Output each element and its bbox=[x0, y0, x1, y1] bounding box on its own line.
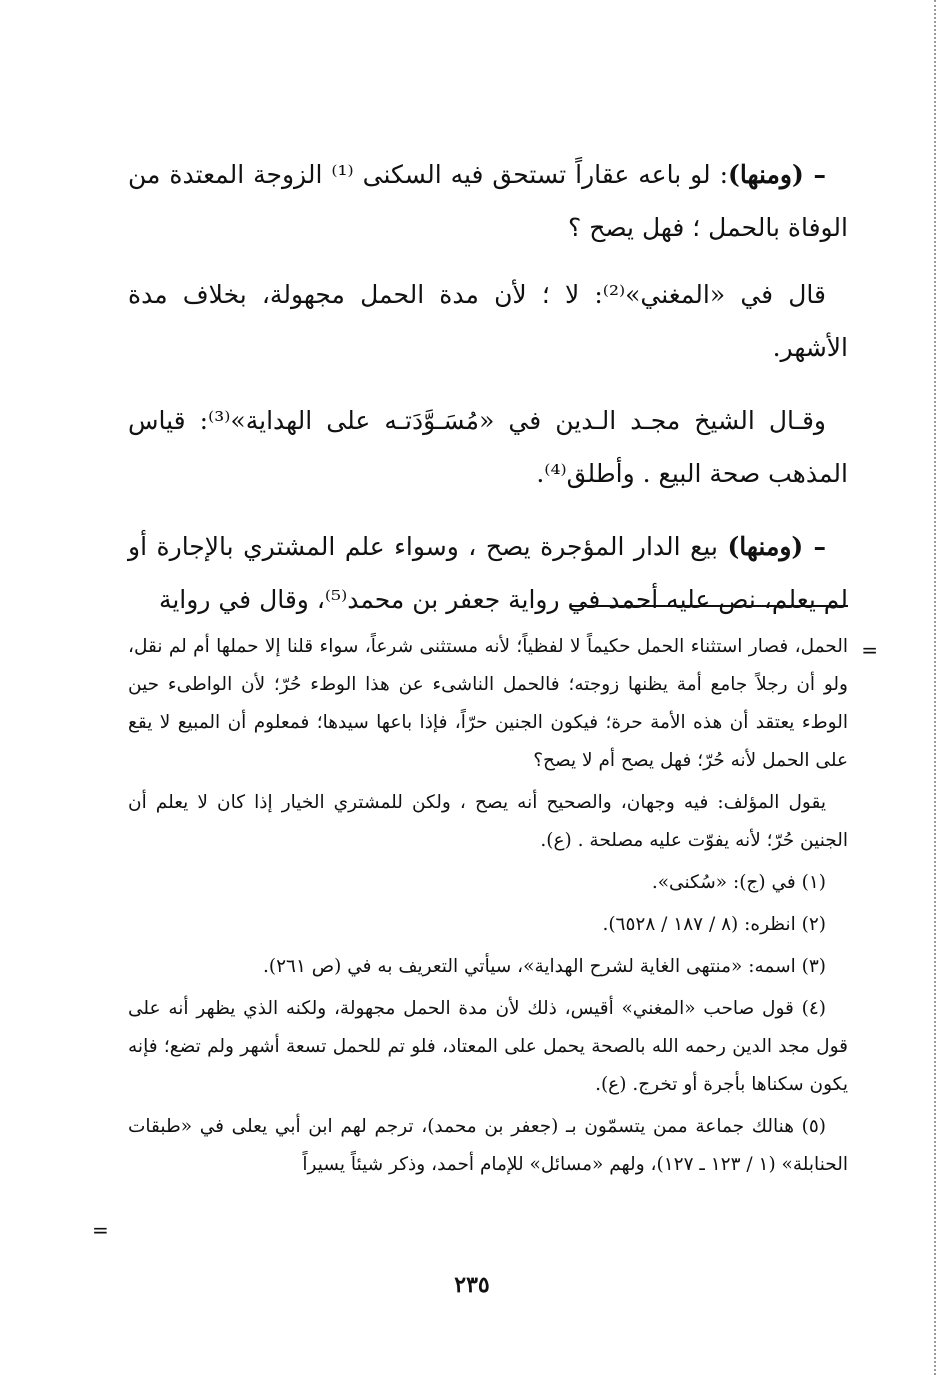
paragraph-3: وقـال الشيخ مجـد الـدين في «مُسَـوَّدَتـه على الهداية»⁽³⁾: قياس المذهب صحة البيع . وأطلق⁽⁴⁾. bbox=[128, 406, 848, 488]
page-number: ٢٣٥ bbox=[454, 1272, 490, 1298]
paragraph-1-lead: – (ومنها) bbox=[728, 160, 827, 189]
footnote-1: (١) في (ج): «سُكنى». bbox=[651, 872, 826, 893]
paragraph-4-lead: – (ومنها) bbox=[727, 532, 827, 561]
footnote-3: (٣) اسمه: «منتهى الغاية لشرح الهداية»، سيأتي التعريف به في (ص ٢٦١). bbox=[262, 956, 826, 977]
footnotes bbox=[128, 628, 848, 1184]
footnote-divider bbox=[570, 605, 848, 607]
paragraph-4-body: بيع الدار المؤجرة يصح ، وسواء علم المشتري بالإجارة أو لم يعلم، نص عليه أحمد في رواية جعفر بن محمد⁽⁵⁾، وقال في رواية bbox=[128, 532, 848, 614]
paragraph-4 bbox=[128, 520, 848, 626]
paragraph-1-body: : لو باعه عقاراً تستحق فيه السكنى ⁽¹⁾ الزوجة المعتدة من الوفاة بالحمل ؛ فهل يصح ؟ bbox=[128, 160, 848, 242]
paragraph-1 bbox=[128, 148, 848, 254]
footnote-continued-text: الحمل، فصار استثناء الحمل حكيماً لا لفظياً؛ لأنه مستثنى شرعاً، سواء قلنا إلا حملها أم لم نقل، ولو أن رجلاً جامع أمة يظنها زوجته؛ فالحمل الناشىء عن هذا الوطء حُرّ؛ لأن الواطىء حين الوطء يعتقد أن هذه الأمة حرة؛ فيكون الجنين حرّاً، فإذا باعها سيدها؛ فمعلوم أن المبيع لا يقع على الحمل لأنه حُرّ؛ فهل يصح أم لا يصح؟ bbox=[128, 636, 848, 771]
main-text bbox=[128, 148, 848, 646]
footnote-end-continuation-mark: = bbox=[92, 1218, 109, 1242]
paragraph-2: قال في «المغني»⁽²⁾: لا ؛ لأن مدة الحمل مجهولة، بخلاف مدة الأشهر. bbox=[128, 280, 848, 362]
footnote-author-comment: يقول المؤلف: فيه وجهان، والصحيح أنه يصح ، ولكن للمشتري الخيار إذا كان لا يعلم أن الجنين حُرّ؛ لأنه يفوّت عليه مصلحة . (ع). bbox=[128, 792, 848, 851]
binding-edge-dots bbox=[934, 0, 936, 1375]
footnote-4: (٤) قول صاحب «المغني» أقيس، ذلك لأن مدة الحمل مجهولة، ولكنه الذي يظهر أنه على قول مجد الدين رحمه الله بالصحة يحمل على المعتاد، فلو تم للحمل تسعة أشهر ولم تضع؛ فإنه يكون سكناها بأجرة أو تخرج. (ع). bbox=[128, 998, 848, 1095]
footnote-2: (٢) انظره: (٨ / ١٨٧ / ٦٥٢٨). bbox=[602, 914, 826, 935]
footnote-5: (٥) هنالك جماعة ممن يتسمّون بـ (جعفر بن محمد)، ترجم لهم ابن أبي يعلى في «طبقات الحنابلة» (١ / ١٢٣ ـ ١٢٧)، ولهم «مسائل» للإمام أحمد، وذكر شيئاً يسيراً bbox=[128, 1116, 848, 1175]
footnote-continuation-mark: = bbox=[861, 638, 878, 662]
